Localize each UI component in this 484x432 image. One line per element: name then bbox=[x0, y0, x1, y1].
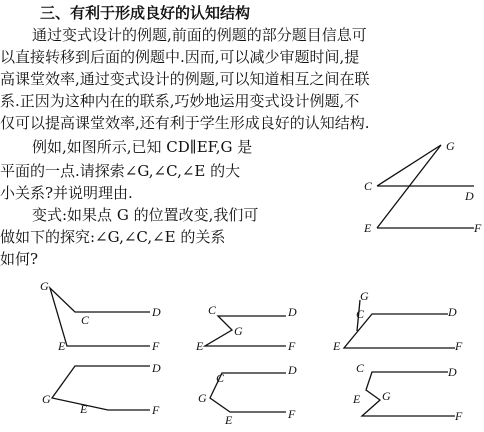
label-d: D bbox=[448, 365, 457, 379]
label-g: G bbox=[234, 324, 243, 338]
text-line: 变式:如果点 G 的位置改变,我们可 bbox=[32, 206, 259, 224]
label-c: C bbox=[216, 371, 225, 385]
label-e: E bbox=[58, 339, 66, 353]
label-g: G bbox=[360, 289, 369, 303]
label-d: D bbox=[448, 305, 457, 319]
text-line: 以直接转移到后面的例题中.因而,可以减少审题时间,提 bbox=[0, 48, 360, 66]
label-f: F bbox=[455, 409, 463, 423]
path-c-g-e bbox=[52, 366, 150, 410]
label-g: G bbox=[382, 389, 391, 403]
path-c-g-e bbox=[205, 316, 286, 346]
label-g: G bbox=[198, 391, 207, 405]
segment-cg bbox=[377, 145, 441, 186]
variant-figure-6 bbox=[352, 361, 463, 423]
label-d: D bbox=[152, 305, 161, 319]
path-c-g-e bbox=[50, 288, 150, 346]
variant-figure-5 bbox=[198, 363, 297, 427]
path-c-g-e bbox=[362, 372, 455, 416]
label-c: C bbox=[81, 313, 90, 327]
label-c: C bbox=[356, 307, 365, 321]
text-line: 例如,如图所示,已知 CD∥EF,G 是 bbox=[32, 138, 253, 156]
text-line: 平面的一点.请探索∠G,∠C,∠E 的大 bbox=[0, 162, 241, 180]
label-f: F bbox=[152, 339, 160, 353]
label-e: E bbox=[364, 221, 372, 235]
label-f: F bbox=[152, 403, 160, 417]
text-line: 高课堂效率,通过变式设计的例题,可以知道相互之间在联 bbox=[0, 70, 370, 88]
variant-figure-2 bbox=[195, 303, 297, 353]
label-g: G bbox=[446, 139, 455, 153]
label-d: D bbox=[288, 305, 297, 319]
variant-figure-3 bbox=[332, 289, 463, 353]
text-line: 如何? bbox=[0, 250, 39, 268]
text-line: 通过变式设计的例题,前面的例题的部分题目信息可 bbox=[32, 26, 367, 44]
label-f: F bbox=[474, 221, 482, 235]
section-heading: 三、有利于形成良好的认知结构 bbox=[40, 4, 251, 22]
label-e: E bbox=[80, 402, 88, 416]
label-e: E bbox=[353, 392, 361, 406]
label-e: E bbox=[333, 339, 341, 353]
label-d: D bbox=[465, 189, 474, 203]
label-e: E bbox=[196, 339, 204, 353]
label-e: E bbox=[225, 413, 233, 427]
text-line: 做如下的探究:∠G,∠C,∠E 的关系 bbox=[0, 228, 226, 246]
label-f: F bbox=[288, 339, 296, 353]
variant-figure-4 bbox=[42, 361, 161, 417]
text-line: 仅可以提高课堂效率,还有利于学生形成良好的认知结构. bbox=[0, 114, 370, 132]
label-g: G bbox=[40, 279, 49, 293]
label-g: G bbox=[42, 392, 51, 406]
label-d: D bbox=[288, 363, 297, 377]
label-d: D bbox=[152, 361, 161, 375]
variant-figure-1 bbox=[40, 279, 161, 353]
label-f: F bbox=[455, 339, 463, 353]
text-line: 小关系?并说明理由. bbox=[0, 184, 133, 202]
label-c: C bbox=[208, 303, 217, 317]
label-f: F bbox=[288, 407, 296, 421]
label-c: C bbox=[356, 361, 365, 375]
main-figure bbox=[363, 139, 482, 235]
label-c: C bbox=[364, 179, 373, 193]
text-line: 系.正因为这种内在的联系,巧妙地运用变式设计例题,不 bbox=[0, 92, 360, 110]
